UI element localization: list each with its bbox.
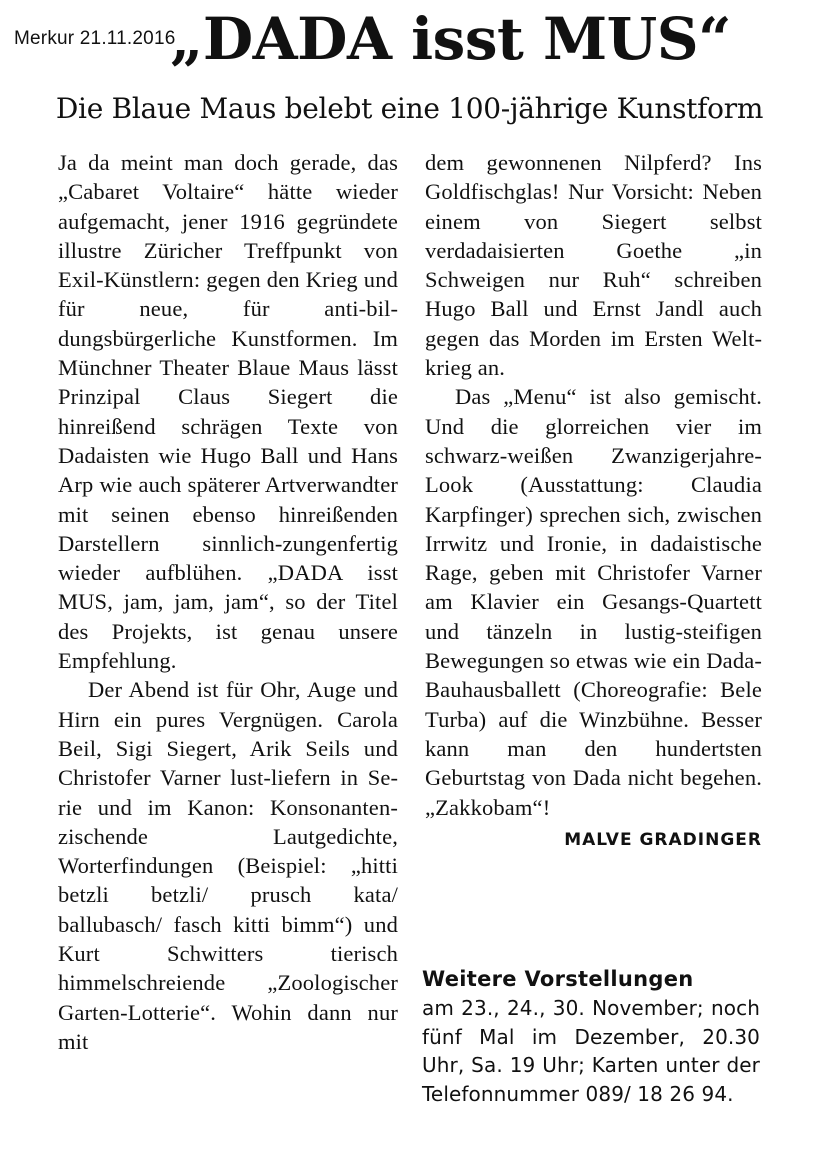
article-headline: „DADA isst MUS“ xyxy=(170,5,732,73)
article-paragraph: Der Abend ist für Ohr, Auge und Hirn ein pures Vergnügen. Carola Beil, Sigi Siegert, Arik Seils und Christofer Varner lust-liefern in Serie und im Kanon: Konsonanten-zischende Lautgedichte, Worterfindungen (Beispiel: „hitti betzli betzli/ prusch kata/ ballubasch/ fasch kitti bimm“) und Kurt Schwitters tierisch himmelschreiende „Zoologischer Garten-Lotterie“. Wohin dann nur mit xyxy=(58,677,398,1054)
author-byline: MALVE GRADINGER xyxy=(564,829,762,850)
info-box-title: Weitere Vorstellungen xyxy=(422,967,694,991)
article-paragraph-text: Das „Menu“ ist also gemischt. Und die glorreichen vier im schwarz-weißen Zwanzigerjahre-Look (Ausstattung: Claudia Karpfinger) sprechen sich, zwischen Irrwitz und Ironie, in dadaistische Rage, geben mit Christofer Varner am Klavier ein Gesangs-Quartett und tänzeln in lustig-steifigen Bewegungen so etwas wie ein Dada-Bauhausballett (Choreografie: Bele Turba) auf die Winzbühne. Besser kann man den hundertsten Geburtstag von Dada nicht begehen. „Zakkobam“! xyxy=(425,384,762,820)
article-column-right xyxy=(425,148,762,855)
info-box-body: am 23., 24., 30. November; noch fünf Mal im Dezember, 20.30 Uhr, Sa. 19 Uhr; Karten unter der Telefonnummer 089/ 18 26 94. xyxy=(422,996,760,1106)
article-paragraph-continued: dem gewonnenen Nilpferd? Ins Goldfischglas! Nur Vorsicht: Neben einem von Siegert selbst verdadaisierten Goethe „in Schweigen nur Ruh“ schreiben Hugo Ball und Ernst Jandl auch gegen das Morden im Ersten Weltkrieg an. xyxy=(425,150,762,381)
article-paragraph xyxy=(425,382,762,850)
article-subheadline: Die Blaue Maus belebt eine 100-jährige Kunstform xyxy=(55,92,764,125)
article-paragraph: Ja da meint man doch gerade, das „Cabaret Voltaire“ hätte wieder aufgemacht, jener 1916 gegründete illustre Züricher Treffpunkt von Exil-Künstlern: gegen den Krieg und für neue, für anti-bildungsbürgerliche Kunstformen. Im Münchner Theater Blaue Maus lässt Prinzipal Claus Siegert die hinreißend schrägen Texte von Dadaisten wie Hugo Ball und Hans Arp wie auch späterer Artverwandter mit seinen ebenso hinreißenden Darstellern sinnlich-zungenfertig wieder aufblühen. „DADA isst MUS, jam, jam, jam“, so der Titel des Projekts, ist genau unsere Empfehlung. xyxy=(58,150,398,674)
newspaper-source-date: Merkur 21.11.2016 xyxy=(14,28,176,49)
performance-info-box xyxy=(422,964,760,1108)
article-column-left xyxy=(58,148,398,1056)
